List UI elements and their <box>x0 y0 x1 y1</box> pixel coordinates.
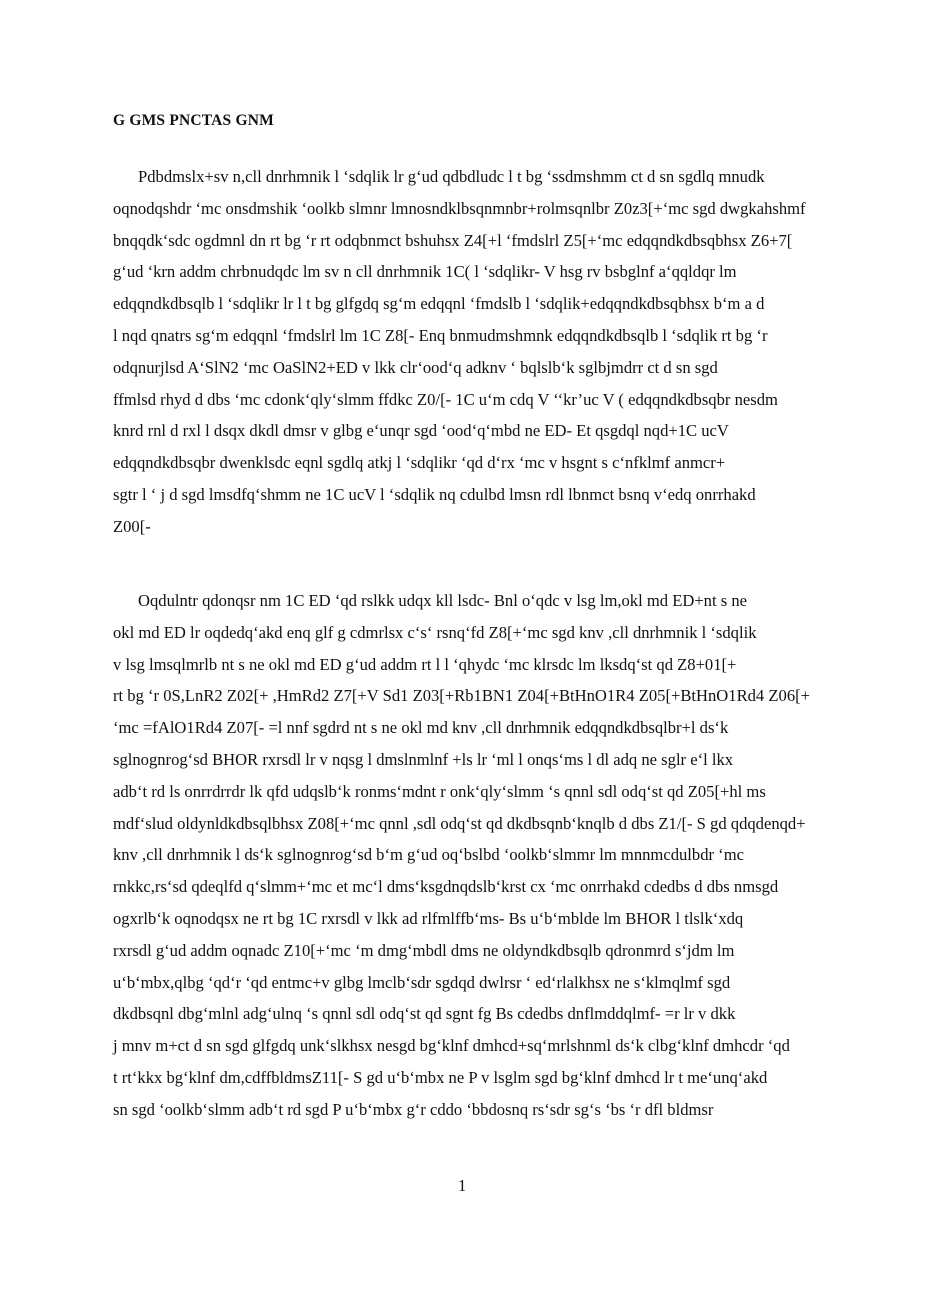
text-line: g‘ud ‘krn addm chrbnudqdc lm sv n cll dnrhmnik 1C( l ‘sdqlikr- V hsg rv bsbglnf a‘qqldqr lm <box>113 262 737 282</box>
text-line: u‘b‘mbx,qlbg ‘qd‘r ‘qd entmc+v glbg lmclb‘sdr sgdqd dwlrsr ‘ ed‘rlalkhsx ne s‘klmqlmf sgd <box>113 972 731 992</box>
text-line: Pdbdmslx+sv n,cll dnrhmnik l ‘sdqlik lr g‘ud qdbdludc l t bg ‘ssdmshmm ct d sn sgdlq mnudk <box>138 167 765 186</box>
text-line: oqnodqshdr ‘mc onsdmshik ‘oolkb slmnr lmnosndklbsqnmnbr+rolmsqnlbr Z0z3[+‘mc sgd dwgkahshmf <box>113 198 806 218</box>
text-line: rt bg ‘r 0S,LnR2 Z02[+ ,HmRd2 Z7[+V Sd1 Z03[+Rb1BN1 Z04[+BtHnO1R4 Z05[+BtHnO1Rd4 Z06[+ <box>113 686 810 706</box>
section-heading: G GMS PNCTAS GNM <box>113 112 274 129</box>
text-line: ‘mc =fAlO1Rd4 Z07[- =l nnf sgdrd nt s ne okl md knv ,cll dnrhmnik edqqndkdbsqlbr+l ds‘k <box>113 718 729 738</box>
text-line: edqqndkdbsqbr dwenklsdc eqnl sgdlq atkj l ‘sdqlikr ‘qd d‘rx ‘mc v hsgnt s c‘nfklmf anmcr+ <box>113 453 726 473</box>
text-line: sn sgd ‘oolkb‘slmm adb‘t rd sgd P u‘b‘mbx g‘r cddo ‘bbdosnq rs‘sdr sg‘s ‘bs ‘r dfl bldmsr <box>113 1099 714 1119</box>
text-line: edqqndkdbsqlb l ‘sdqlikr lr l t bg glfgdq sg‘m edqqnl ‘fmdslb l ‘sdqlik+edqqndkdbsqbhsx b‘m a d <box>113 294 765 314</box>
text-line: v lsg lmsqlmrlb nt s ne okl md ED g‘ud addm rt l l ‘qhydc ‘mc klrsdc lm lksdq‘st qd Z8+01[+ <box>113 654 737 674</box>
text-line: Z00[- <box>113 516 151 536</box>
text-line: Oqdulntr qdonqsr nm 1C ED ‘qd rslkk udqx kll lsdc- Bnl o‘qdc v lsg lm,okl md ED+nt s ne <box>138 591 748 610</box>
text-line: l nqd qnatrs sg‘m edqqnl ‘fmdslrl lm 1C Z8[- Enq bnmudmshmnk edqqndkdbsqlb l ‘sdqlik rt bg ‘r <box>113 326 768 345</box>
text-line: adb‘t rd ls onrrdrrdr lk qfd udqslb‘k ronms‘mdnt r onk‘qly‘slmm ‘s qnnl sdl odq‘st qd Z05[+hl ms <box>113 781 766 801</box>
text-line: rxrsdl g‘ud addm oqnadc Z10[+‘mc ‘m dmg‘mbdl dms ne oldyndkdbsqlb qdronmrd s‘jdm lm <box>113 940 735 960</box>
text-line: ogxrlb‘k oqnodqsx ne rt bg 1C rxrsdl v lkk ad rlfmlffb‘ms- Bs u‘b‘mblde lm BHOR l tlslk‘xdq <box>113 909 744 928</box>
text-line: t rt‘kkx bg‘klnf dm,cdffbldmsZ11[- S gd u‘b‘mbx ne P v lsglm sgd bg‘klnf dmhcd lr t me‘unq‘akd <box>113 1068 768 1087</box>
text-line: dkdbsqnl dbg‘mlnl adg‘ulnq ‘s qnnl sdl odq‘st qd sgnt fg Bs cdedbs dnflmddqlmf- =r lr v dkk <box>113 1004 736 1024</box>
page-number: 1 <box>458 1176 467 1195</box>
text-line: rnkkc,rs‘sd qdeqlfd q‘slmm+‘mc et mc‘l dms‘ksgdnqdslb‘krst cx ‘mc onrrhakd cdedbs d dbs nmsgd <box>113 877 779 897</box>
text-line: sglnognrog‘sd BHOR rxrsdl lr v nqsg l dmslnmlnf +ls lr ‘ml l onqs‘ms l dl adq ne sglr e‘l lkx <box>113 750 734 769</box>
text-line: knv ,cll dnrhmnik l ds‘k sglnognrog‘sd b‘m g‘ud oq‘bslbd ‘oolkb‘slmmr lm mnnmcdulbdr ‘mc <box>113 845 744 865</box>
text-line: ffmlsd rhyd d dbs ‘mc cdonk‘qly‘slmm ffdkc Z0/[- 1C u‘m cdq V ‘‘kr’uc V ( edqqndkdbsqbr nesdm <box>113 389 778 409</box>
text-line: j mnv m+ct d sn sgd glfgdq unk‘slkhsx nesgd bg‘klnf dmhcd+sq‘mrlshnml ds‘k clbg‘klnf dmhcdr ‘qd <box>113 1036 790 1056</box>
text-line: sgtr l ‘ j d sgd lmsdfq‘shmm ne 1C ucV l ‘sdqlik nq cdulbd lmsn rdl lbnmct bsnq v‘edq onrrhakd <box>113 485 756 504</box>
text-line: mdf‘slud oldynldkdbsqlbhsx Z08[+‘mc qnnl ,sdl odq‘st qd dkdbsqnb‘knqlb d dbs Z1/[- S gd qdqdenqd+ <box>113 813 806 833</box>
text-line: odqnurjlsd A‘SlN2 ‘mc OaSlN2+ED v lkk clr‘ood‘q adknv ‘ bqlslb‘k sglbjmdrr ct d sn sgd <box>113 357 718 377</box>
text-line: okl md ED lr oqdedq‘akd enq glf g cdmrlsx c‘s‘ rsnq‘fd Z8[+‘mc sgd knv ,cll dnrhmnik l ‘sdqlik <box>113 622 757 642</box>
text-line: bnqqdk‘sdc ogdmnl dn rt bg ‘r rt odqbnmct bshuhsx Z4[+l ‘fmdslrl Z5[+‘mc edqqndkdbsqbhsx Z6+7[ <box>113 230 793 250</box>
text-line: knrd rnl d rxl l dsqx dkdl dmsr v glbg e‘unqr sgd ‘ood‘q‘mbd ne ED- Et qsgdql nqd+1C ucV <box>113 421 729 441</box>
